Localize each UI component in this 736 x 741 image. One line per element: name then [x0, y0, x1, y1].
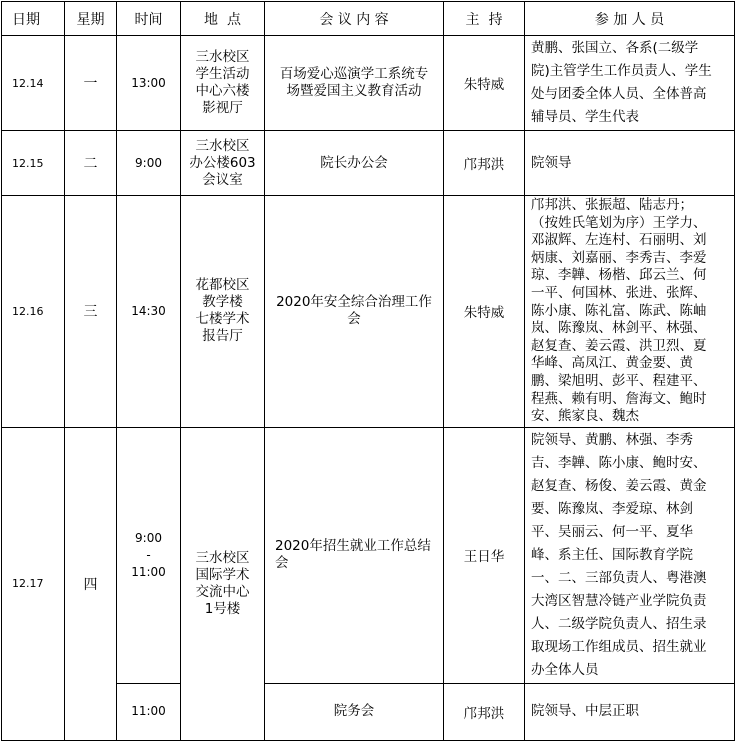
attendees-cell: 邝邦洪、张振超、陆志丹； （按姓氏笔划为序）王学力、 邓淑辉、左连村、石丽明、刘 炳康、刘嘉丽、李秀吉、李爱 琼、李韡、杨楷、邱云兰、何 一平、何国林、张进、张辉、 陈小康、陈礼富、陈武、陈岫 岚、陈豫岚、林剑平、林强、 赵复查、姜云霞、洪卫烈、夏 华峰、高凤江、黄金要、黄 鹏、梁旭明、彭平、程建平、 程燕、赖有明、詹海文、鲍时 安、熊家良、魏杰: [525, 196, 735, 428]
attendees-cell: 院领导、黄鹏、林强、李秀 吉、李韡、陈小康、鲍时安、 赵复查、杨俊、姜云霞、黄金 要、陈豫岚、李爱琼、林剑 平、吴丽云、何一平、夏华 峰、系主任、国际教育学院 一、二、三部负责人、粤港澳 大湾区智慧冷链产业学院负责 人、二级学院负责人、招生录 取现场工作组成员、招生就业 办全体人员: [525, 427, 735, 683]
time-cell: 11:00: [117, 683, 181, 740]
host-cell: 朱特威: [444, 196, 525, 428]
topic-cell: 2020年安全综合治理工作 会: [265, 196, 444, 428]
host-cell: 朱特威: [444, 36, 525, 131]
table-row: [2, 196, 735, 428]
topic-cell: 2020年招生就业工作总结 会: [265, 427, 444, 683]
host-cell: 邝邦洪: [444, 131, 525, 196]
location-cell: 花都校区 教学楼 七楼学术 报告厅: [181, 196, 265, 428]
header-date: 日期: [2, 2, 65, 36]
header-weekday: 星期: [65, 2, 117, 36]
host-cell: 王日华: [444, 427, 525, 683]
weekday-cell: 三: [65, 196, 117, 428]
table-row: [2, 427, 735, 683]
table-row: [2, 36, 735, 131]
location-cell: 三水校区 学生活动 中心六楼 影视厅: [181, 36, 265, 131]
date-cell: 12.17: [2, 427, 65, 740]
attendees-cell: 院领导、中层正职: [525, 683, 735, 740]
table-header-row: [2, 2, 735, 36]
weekday-cell: 四: [65, 427, 117, 740]
host-cell: 邝邦洪: [444, 683, 525, 740]
header-host: 主 持: [444, 2, 525, 36]
topic-cell: 百场爱心巡演学工系统专 场暨爱国主义教育活动: [265, 36, 444, 131]
date-cell: 12.14: [2, 36, 65, 131]
header-location: 地 点: [181, 2, 265, 36]
header-time: 时间: [117, 2, 181, 36]
header-topic: 会 议 内 容: [265, 2, 444, 36]
date-cell: 12.15: [2, 131, 65, 196]
location-cell: 三水校区 国际学术 交流中心 1号楼: [181, 427, 265, 740]
weekday-cell: 一: [65, 36, 117, 131]
table-row: [2, 131, 735, 196]
time-cell: 14:30: [117, 196, 181, 428]
attendees-cell: 黄鹏、张国立、各系(二级学 院)主管学生工作员责人、学生 处与团委全体人员、全体普高 辅导员、学生代表: [525, 36, 735, 131]
date-cell: 12.16: [2, 196, 65, 428]
time-cell: 13:00: [117, 36, 181, 131]
attendees-cell: 院领导: [525, 131, 735, 196]
weekday-cell: 二: [65, 131, 117, 196]
meeting-schedule-table: [1, 1, 735, 741]
time-cell: 9:00: [117, 131, 181, 196]
topic-cell: 院长办公会: [265, 131, 444, 196]
topic-cell: 院务会: [265, 683, 444, 740]
header-attendees: 参 加 人 员: [525, 2, 735, 36]
time-cell: 9:00 - 11:00: [117, 427, 181, 683]
location-cell: 三水校区 办公楼603 会议室: [181, 131, 265, 196]
